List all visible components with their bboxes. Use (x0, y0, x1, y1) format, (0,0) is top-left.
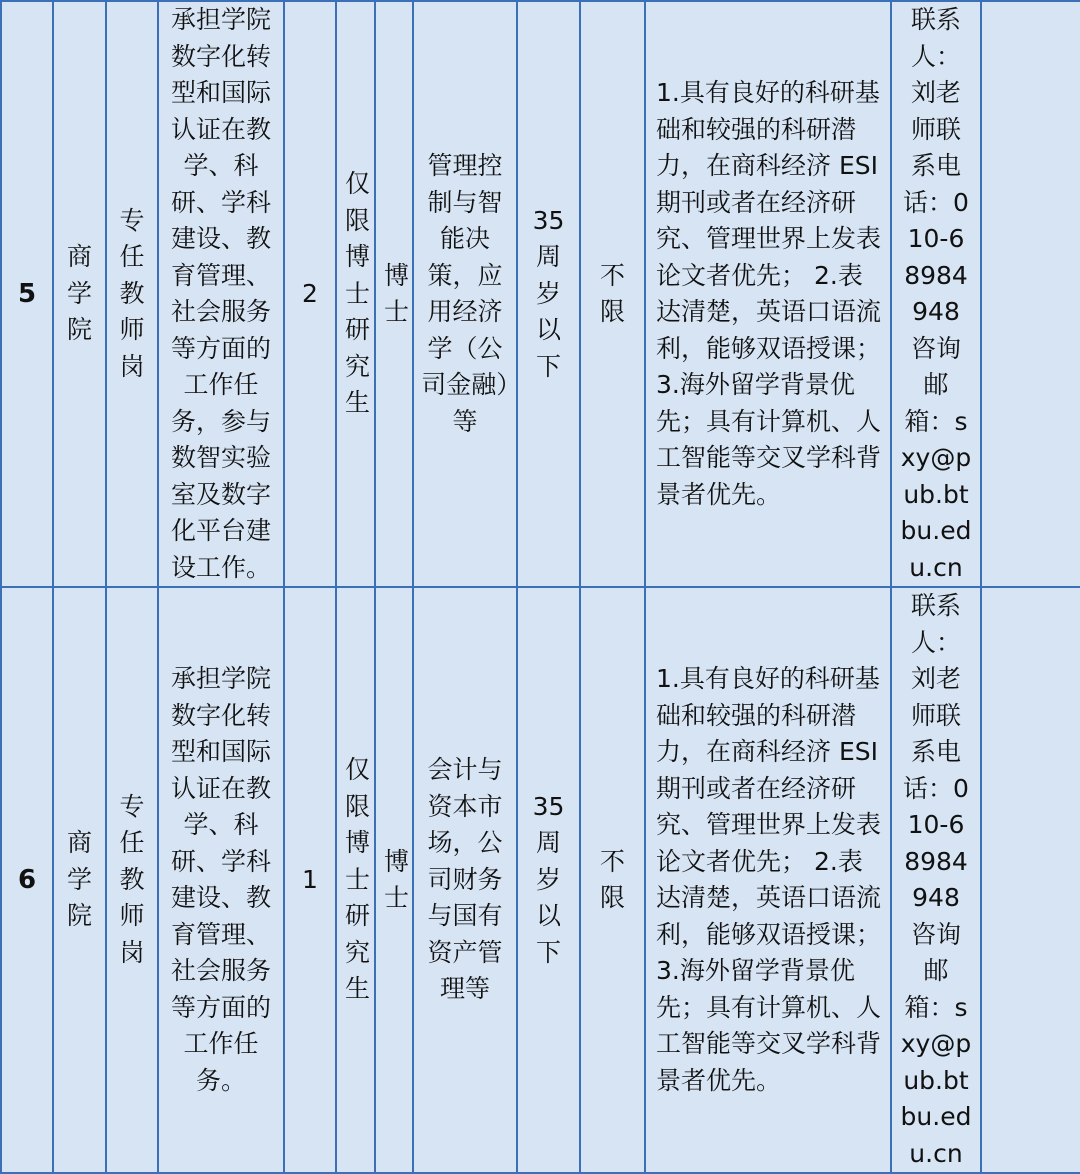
other-text: 不限 (599, 846, 625, 912)
college-cell (53, 1, 106, 587)
position-text: 专任教师岗 (119, 205, 145, 381)
degree-cell (375, 1, 413, 587)
requirements-cell (645, 1, 891, 587)
major-cell (413, 1, 517, 587)
education-text: 仅限博士研究生 (345, 755, 371, 1004)
major-cell (413, 587, 517, 1173)
position-cell (106, 1, 158, 587)
count-cell: 1 (284, 587, 336, 1173)
requirement-item: 2.表达清楚，英语口语流利，能够双语授课； (656, 260, 882, 363)
contact-text: 联系人：刘老师联系电话：010-68984948咨询邮箱：sxy@pub.btbu.edu.cn (900, 591, 972, 1168)
age-cell (517, 587, 580, 1173)
position-cell (106, 587, 158, 1173)
row-number: 6 (1, 587, 53, 1173)
contact-cell (891, 587, 981, 1173)
major-text: 管理控制与智能决策，应用经济学（公司金融）等 (421, 151, 509, 436)
row-number: 5 (1, 1, 53, 587)
education-cell (336, 1, 375, 587)
requirement-item: 1.具有良好的科研基础和较强的科研潜力，在商科经济 ESI 期刊或者在经济研究、管理世界上发表论文者优先； (656, 78, 882, 290)
duties-text: 承担学院数字化转型和国际认证在教学、科研、学科建设、教育管理、社会服务等方面的工作任务。 (170, 664, 271, 1095)
duties-cell (158, 587, 284, 1173)
degree-text: 博士 (384, 846, 410, 912)
contact-cell (891, 1, 981, 587)
requirements-cell (645, 587, 891, 1173)
degree-text: 博士 (384, 260, 410, 326)
other-text: 不限 (599, 260, 625, 326)
college-cell (53, 587, 106, 1173)
age-text: 35周岁以下 (532, 791, 565, 967)
requirement-item: 2.表达清楚，英语口语流利，能够双语授课； (656, 846, 882, 949)
count-cell: 2 (284, 1, 336, 587)
requirement-item: 1.具有良好的科研基础和较强的科研潜力，在商科经济 ESI 期刊或者在经济研究、管理世界上发表论文者优先； (656, 664, 882, 876)
education-cell (336, 587, 375, 1173)
requirement-item: 3.海外留学背景优先；具有计算机、人工智能等交叉学科背景者优先。 (656, 956, 882, 1095)
degree-cell (375, 587, 413, 1173)
age-text: 35周岁以下 (532, 205, 565, 381)
education-text: 仅限博士研究生 (345, 169, 371, 418)
contact-text: 联系人：刘老师联系电话：010-68984948咨询邮箱：sxy@pub.btbu.edu.cn (900, 5, 972, 582)
duties-cell (158, 1, 284, 587)
other-cell (580, 587, 645, 1173)
college-text: 商学院 (66, 828, 92, 931)
table-row (1, 1, 1080, 587)
college-text: 商学院 (66, 242, 92, 345)
position-text: 专任教师岗 (119, 791, 145, 967)
remark-cell (981, 1, 1080, 587)
table-row (1, 587, 1080, 1173)
remark-cell (981, 587, 1080, 1173)
requirement-item: 3.海外留学背景优先；具有计算机、人工智能等交叉学科背景者优先。 (656, 370, 882, 509)
other-cell (580, 1, 645, 587)
major-text: 会计与资本市场，公司财务与国有资产管理等 (427, 755, 503, 1004)
age-cell (517, 1, 580, 587)
duties-text: 承担学院数字化转型和国际认证在教学、科研、学科建设、教育管理、社会服务等方面的工作任务，参与数智实验室及数字化平台建设工作。 (170, 5, 271, 582)
